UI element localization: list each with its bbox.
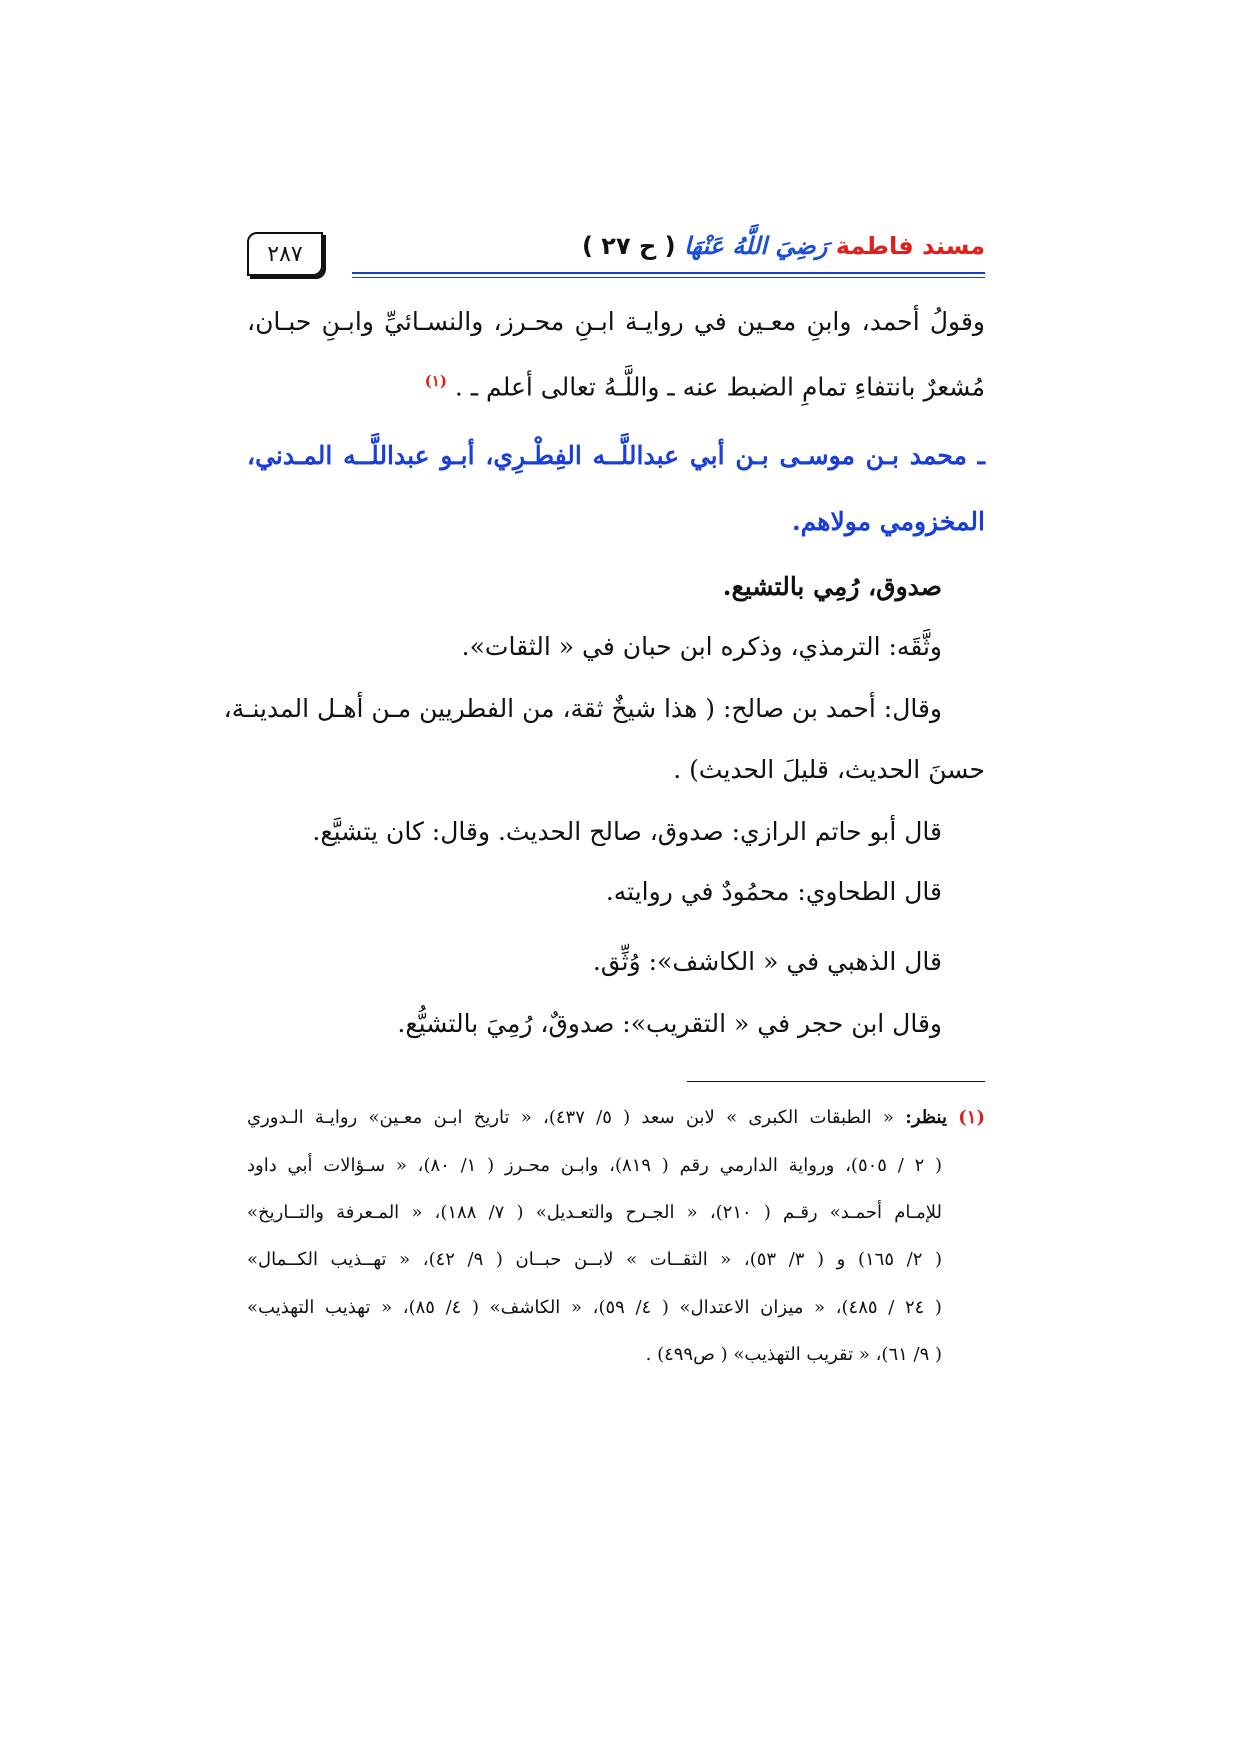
footnote-separator — [687, 1081, 985, 1082]
header-title-book: مسند فاطمة — [835, 232, 985, 260]
footnote-line-1-text: « الطبقات الكبرى » لابن سعد ( ٥/ ٤٣٧)، « تاريخ ابـن معـين» روايـة الـدوري — [247, 1107, 894, 1128]
page-header — [247, 232, 985, 276]
footnote-number: (١) — [958, 1107, 985, 1128]
body-line-2-text: مُشعرٌ بانتفاءِ تمامِ الضبط عنه ـ واللَّـهُ تعالى أعلم ـ . — [454, 372, 985, 402]
footnote-lead: ينظر: — [905, 1107, 947, 1128]
footnote-line-5: ( ٢٤ / ٤٨٥)، « ميزان الاعتدال» ( ٤/ ٥٩)، « الكاشف» ( ٤/ ٨٥)، « تهذيب التهذيب» — [247, 1297, 942, 1318]
body-line-ibn-hajar: وقال ابن حجر في « التقريب»: صدوقٌ، رُمِيَ بالتشيُّع. — [397, 1009, 942, 1038]
header-title — [582, 232, 985, 260]
body-line-dhahabi: قال الذهبي في « الكاشف»: وُثِّق. — [592, 947, 942, 976]
footnote-line-4: ( ٢/ ١٦٥) و ( ٣/ ٥٣)، « الثقــات » لابــن حبــان ( ٩/ ٤٢)، « تهــذيب الكــمال» — [247, 1249, 942, 1270]
header-honorific: رَضِيَ اللَّهُ عَنْهَا — [683, 232, 828, 260]
header-hadith-number: ( ح ٢٧ ) — [581, 232, 676, 260]
footnote-line-1 — [247, 1103, 985, 1133]
body-line-ahmad-1: وقال: أحمد بن صالح: ( هذا شيخٌ ثقة، من الفطريين مـن أهـل المدينـة، — [223, 694, 942, 723]
page-number: ٢٨٧ — [267, 241, 303, 267]
body-line-1: وقولُ أحمد، وابنِ معـين في روايـة ابـنِ محـرز، والنسـائيِّ وابـنِ حبـان، — [247, 307, 985, 336]
page-number-box — [247, 232, 323, 276]
body-line-2 — [425, 361, 985, 407]
narrator-heading-line-2: المخزومي مولاهم. — [791, 507, 985, 536]
body-line-ahmad-2: حسنَ الحديث، قليلَ الحديث) . — [673, 755, 985, 784]
body-line-tawthiq: وثَّقَه: الترمذي، وذكره ابن حبان في « الثقات». — [461, 632, 942, 661]
narrator-heading-line-1: ـ محمد بـن موسـى بـن أبي عبداللَّــه الفِطْـرِي، أبـو عبداللَّــه المـدني، — [247, 441, 985, 470]
footnote-line-3: للإمـام أحمـد» رقـم ( ٢١٠)، « الجـرح والتعـديل» ( ٧/ ١٨٨)، « المـعرفة والتــاريخ» — [247, 1202, 942, 1223]
footnote-line-2: ( ٢ / ٥٠٥)، ورواية الدارمي رقم ( ٨١٩)، وابـن محـرز ( ١/ ٨٠)، « سـؤالات أبي داود — [247, 1155, 943, 1176]
header-rule-secondary — [352, 277, 985, 278]
body-line-tahawi: قال الطحاوي: محمُودٌ في روايته. — [605, 877, 942, 906]
body-line-abu-hatim: قال أبو حاتم الرازي: صدوق، صالح الحديث. وقال: كان يتشيَّع. — [312, 817, 942, 846]
footnote-line-6: ( ٩/ ٦١)، « تقريب التهذيب» ( ص٤٩٩) . — [645, 1344, 942, 1365]
header-rule — [352, 272, 985, 274]
footnote-reference[interactable]: (١) — [424, 372, 447, 390]
narrator-grade: صدوق، رُمِي بالتشيع. — [722, 572, 942, 601]
